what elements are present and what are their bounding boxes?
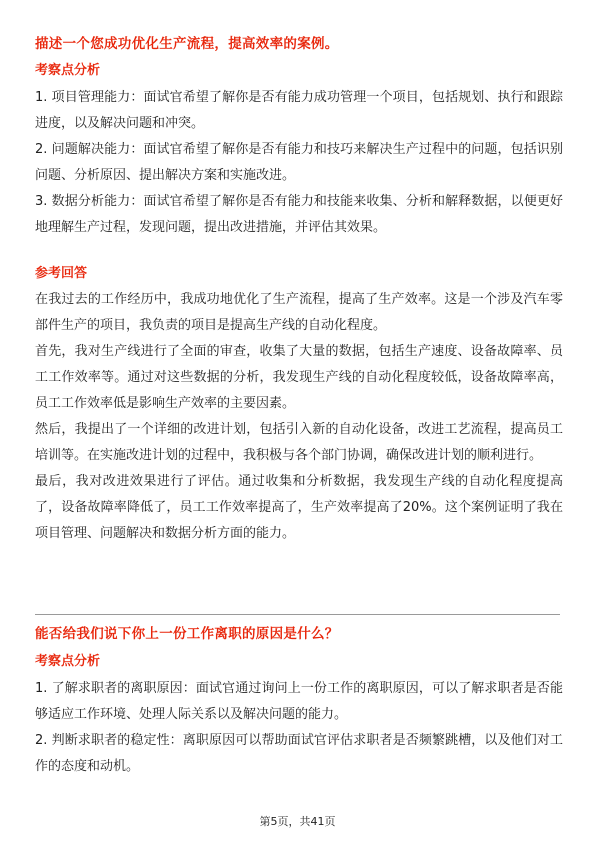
analysis-item: 1. 了解求职者的离职原因：面试官通过询问上一份工作的离职原因，可以了解求职者是否能够适应工作环境、处理人际关系以及解决问题的能力。	[35, 681, 563, 722]
answer-paragraph: 最后，我对改进效果进行了评估。通过收集和分析数据，我发现生产线的自动化程度提高了，设备故障率降低了，员工工作效率提高了，生产效率提高了20%。这个案例证明了我在项目管理、问题解决和数据分析方面的能力。	[35, 474, 563, 541]
page-number: 第5页，共41页	[259, 815, 336, 828]
analysis-item: 2. 问题解决能力：面试官希望了解你是否有能力和技巧来解决生产过程中的问题，包括识别问题、分析原因、提出解决方案和实施改进。	[35, 142, 563, 183]
answer-body	[35, 287, 563, 547]
analysis-item: 1. 项目管理能力：面试官希望了解你是否有能力成功管理一个项目，包括规划、执行和跟踪进度，以及解决问题和冲突。	[35, 90, 563, 131]
analysis-list	[35, 676, 563, 780]
answer-paragraph: 然后，我提出了一个详细的改进计划，包括引入新的自动化设备，改进工艺流程，提高员工培训等。在实施改进计划的过程中，我积极与各个部门协调，确保改进计划的顺利进行。	[35, 422, 563, 463]
answer-heading: 参考回答	[35, 266, 88, 281]
analysis-item: 3. 数据分析能力：面试官希望了解你是否有能力和技能来收集、分析和解释数据，以便更好地理解生产过程，发现问题，提出改进措施，并评估其效果。	[35, 194, 563, 235]
analysis-heading: 考察点分析	[35, 654, 101, 669]
section-divider	[35, 614, 560, 615]
analysis-list	[35, 85, 563, 241]
analysis-heading: 考察点分析	[35, 63, 101, 78]
question-title: 描述一个您成功优化生产流程，提高效率的案例。	[35, 36, 339, 52]
answer-paragraph: 首先，我对生产线进行了全面的审查，收集了大量的数据，包括生产速度、设备故障率、员工工作效率等。通过对这些数据的分析，我发现生产线的自动化程度较低，设备故障率高，员工工作效率低是影响生产效率的主要因素。	[35, 344, 563, 411]
answer-paragraph: 在我过去的工作经历中，我成功地优化了生产流程，提高了生产效率。这是一个涉及汽车零部件生产的项目，我负责的项目是提高生产线的自动化程度。	[35, 292, 563, 333]
question-title: 能否给我们说下你上一份工作离职的原因是什么？	[35, 626, 339, 642]
analysis-item: 2. 判断求职者的稳定性：离职原因可以帮助面试官评估求职者是否频繁跳槽，以及他们对工作的态度和动机。	[35, 733, 563, 774]
